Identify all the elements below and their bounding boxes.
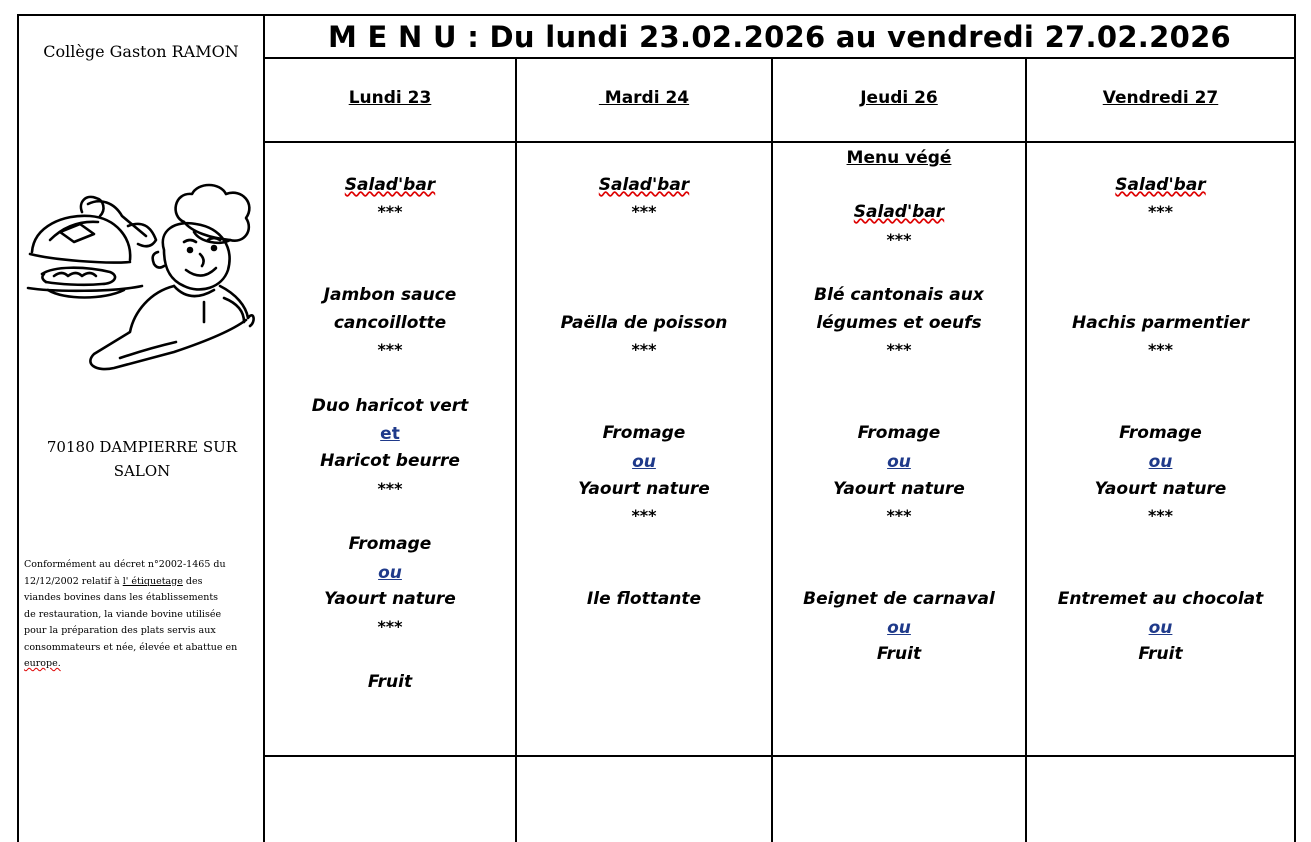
menu-connector: ou <box>1148 618 1173 638</box>
menu-item: Ile flottante <box>586 589 702 609</box>
day-menu-jeudi <box>773 0 1025 842</box>
menu-item: Fromage <box>602 423 686 443</box>
menu-connector: et <box>380 424 400 444</box>
address-line: SALON <box>113 462 171 480</box>
separator: *** <box>1147 202 1174 221</box>
menu-connector: ou <box>1148 452 1173 472</box>
menu-connector: ou <box>887 618 911 638</box>
separator: *** <box>1147 506 1174 525</box>
day-header-lundi: Lundi 23 <box>348 88 432 108</box>
school-address <box>24 435 260 483</box>
menu-connector: ou <box>887 452 911 472</box>
menu-item: Yaourt nature <box>833 479 965 499</box>
legal-text: des <box>182 575 203 587</box>
day-menu-lundi <box>265 0 515 842</box>
separator: *** <box>377 617 403 636</box>
legal-line: Conformément au décret n°2002-1465 du <box>24 559 226 570</box>
legal-text: 12/12/2002 relatif à <box>24 575 123 587</box>
menu-item: Fruit <box>367 672 413 692</box>
table-border-left <box>17 14 19 842</box>
menu-item: Jambon sauce <box>323 285 457 305</box>
menu-item: Salad'bar <box>853 202 945 222</box>
separator: *** <box>377 479 403 498</box>
separator: *** <box>631 202 657 221</box>
legal-line: europe. <box>24 658 61 669</box>
school-name: Collège Gaston RAMON <box>43 42 239 61</box>
table-border-right <box>1294 14 1296 842</box>
menu-item: Salad'bar <box>344 175 436 195</box>
menu-item: Paëlla de poisson <box>560 313 728 333</box>
legal-line: pour la préparation des plats servis aux <box>24 625 216 636</box>
day-header-jeudi: Jeudi 26 <box>860 88 938 108</box>
menu-item: légumes et oeufs <box>816 313 982 333</box>
address-line: 70180 DAMPIERRE SUR <box>46 438 238 456</box>
menu-item: Yaourt nature <box>1094 479 1227 499</box>
day-header-vendredi: Vendredi 27 <box>1102 88 1219 108</box>
day-header-mardi: Mardi 24 <box>598 88 690 108</box>
legal-line: viandes bovines dans les établissements <box>24 592 219 603</box>
menu-item: Fromage <box>348 534 432 554</box>
menu-item: Fromage <box>1119 423 1202 443</box>
chef-illustration <box>24 182 258 374</box>
separator: *** <box>886 506 912 525</box>
separator: *** <box>377 340 403 359</box>
legal-line: consommateurs et née, élevée et abattue en <box>24 641 238 653</box>
legal-line: de restauration, la viande bovine utilisée <box>24 608 222 620</box>
menu-item: Entremet au chocolat <box>1057 589 1264 609</box>
separator: *** <box>631 506 657 525</box>
menu-item: Yaourt nature <box>578 479 710 499</box>
menu-item: Yaourt nature <box>324 589 456 609</box>
day-menu-mardi <box>517 0 771 842</box>
legal-line <box>24 574 262 591</box>
menu-vege-label: Menu végé <box>846 148 952 168</box>
separator: *** <box>886 340 912 359</box>
menu-item: Fruit <box>1138 644 1183 664</box>
menu-item: Haricot beurre <box>320 451 460 471</box>
separator: *** <box>886 230 912 249</box>
separator: *** <box>1147 340 1174 359</box>
day-menu-vendredi <box>1027 0 1294 842</box>
menu-item: cancoillotte <box>333 313 447 333</box>
menu-item: Hachis parmentier <box>1072 313 1249 333</box>
menu-item: Fromage <box>857 423 941 443</box>
legal-notice <box>24 557 262 673</box>
menu-item: Salad'bar <box>598 175 690 195</box>
legal-link-text: l' étiquetage <box>122 575 183 587</box>
menu-item: Blé cantonais aux <box>814 285 984 305</box>
menu-title: M E N U : Du lundi 23.02.2026 au vendredi 27.02.2026 <box>327 20 1232 54</box>
menu-item: Fruit <box>876 644 922 664</box>
menu-item: Beignet de carnaval <box>803 589 995 609</box>
menu-connector: ou <box>378 563 402 583</box>
separator: *** <box>377 202 403 221</box>
menu-item: Duo haricot vert <box>311 396 469 416</box>
menu-item: Salad'bar <box>1115 175 1206 195</box>
menu-connector: ou <box>632 452 656 472</box>
separator: *** <box>631 340 657 359</box>
